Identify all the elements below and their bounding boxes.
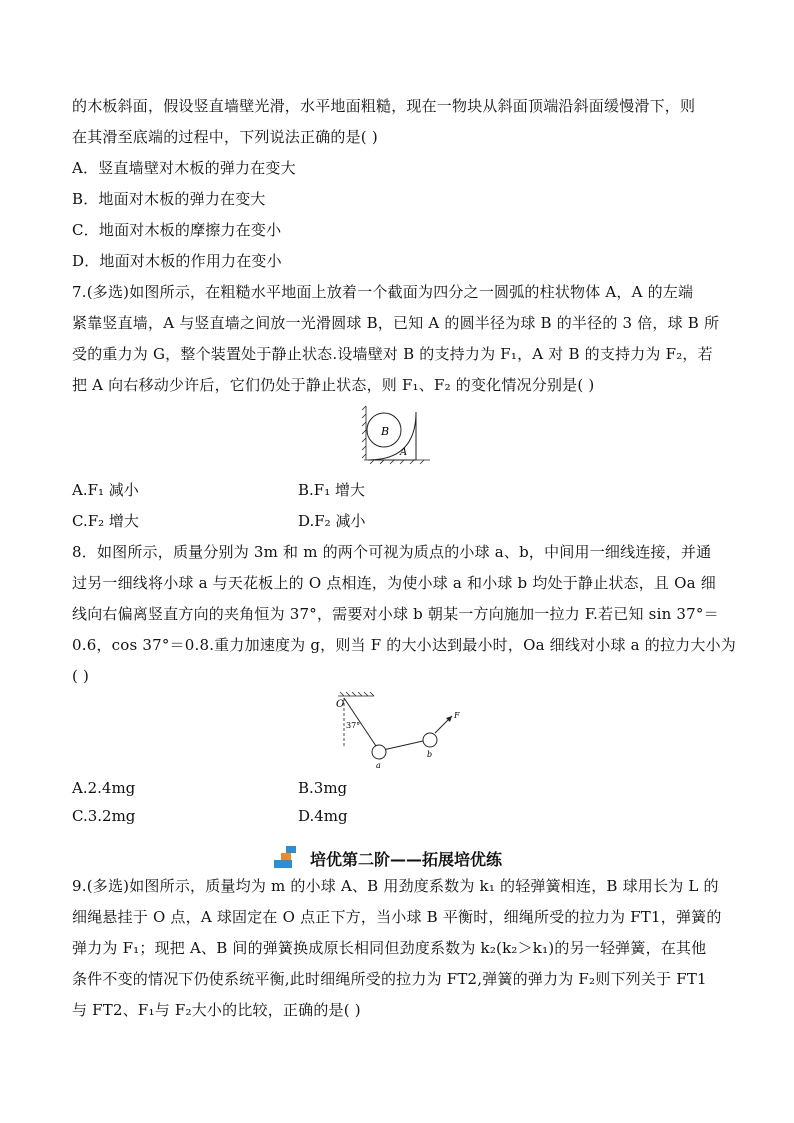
q8-figure-label-angle: 37°	[346, 721, 361, 730]
q7-stem-line-4: 把 A 向右移动少许后，它们仍处于静止状态，则 F₁、F₂ 的变化情况分别是( )	[72, 376, 595, 394]
q7-stem-line-3: 受的重力为 G，整个装置处于静止状态.设墙壁对 B 的支持力为 F₁，A 对 B 的支持力为 F₂，若	[72, 345, 713, 363]
q9-stem-line-2: 细绳悬挂于 O 点，A 球固定在 O 点正下方，当小球 B 平衡时，细绳所受的拉力为 FT1，弹簧的	[72, 908, 722, 926]
q7-option-b[interactable]: B.F₁ 增大	[298, 481, 365, 499]
q8-option-d[interactable]: D.4mg	[298, 807, 348, 825]
q7-figure-wall-ball-block	[360, 404, 434, 466]
q6-stem-line-2: 在其滑至底端的过程中，下列说法正确的是( )	[72, 128, 378, 146]
q7-option-c[interactable]: C.F₂ 增大	[72, 512, 139, 530]
q8-figure-label-b: b	[427, 750, 433, 759]
section-banner	[274, 846, 534, 870]
q8-figure-label-a: a	[376, 761, 381, 770]
q7-stem-line-2: 紧靠竖直墙，A 与竖直墙之间放一光滑圆球 B，已知 A 的圆半径为球 B 的半径的 3 倍，球 B 所	[72, 314, 720, 332]
q8-figure-label-o: O	[336, 699, 345, 710]
q8-figure-balls-strings	[330, 690, 470, 770]
q8-option-b[interactable]: B.3mg	[298, 779, 348, 797]
q8-stem-line-4: 0.6，cos 37°＝0.8.重力加速度为 g，则当 F 的大小达到最小时，Oa 细线对小球 a 的拉力大小为	[72, 636, 736, 654]
q9-stem-line-1: 9.(多选)如图所示，质量均为 m 的小球 A、B 用劲度系数为 k₁ 的轻弹簧相连，B 球用长为 L 的	[72, 877, 719, 895]
q9-stem-line-5: 与 FT2、F₁与 F₂大小的比较，正确的是( )	[72, 1001, 361, 1019]
section-title: 培优第二阶——拓展培优练	[310, 850, 503, 869]
q7-stem-line-1: 7.(多选)如图所示，在粗糙水平地面上放着一个截面为四分之一圆弧的柱状物体 A，A 的左端	[72, 283, 694, 301]
section-banner-icon	[274, 846, 304, 870]
q8-option-c[interactable]: C.3.2mg	[72, 807, 136, 825]
q8-option-a[interactable]: A.2.4mg	[72, 779, 136, 797]
q7-figure-label-a: A	[400, 447, 408, 458]
q7-option-a[interactable]: A.F₁ 减小	[72, 481, 139, 499]
q7-option-d[interactable]: D.F₂ 减小	[298, 512, 366, 530]
q8-stem-line-5: ( )	[72, 667, 90, 685]
q6-option-b[interactable]: B．地面对木板的弹力在变大	[72, 190, 266, 208]
q8-stem-line-3: 线向右偏离竖直方向的夹角恒为 37°，需要对小球 b 朝某一方向施加一拉力 F.若已知 sin 37°＝	[72, 605, 719, 623]
q6-option-a[interactable]: A．竖直墙壁对木板的弹力在变大	[72, 159, 296, 177]
q8-stem-line-1: 8．如图所示，质量分别为 3m 和 m 的两个可视为质点的小球 a、b，中间用一细线连接，并通	[72, 543, 712, 561]
q9-stem-line-3: 弹力为 F₁；现把 A、B 间的弹簧换成原长相同但劲度系数为 k₂(k₂＞k₁)的另一轻弹簧，在其他	[72, 939, 707, 957]
q6-stem-line-1: 的木板斜面，假设竖直墙壁光滑，水平地面粗糙，现在一物块从斜面顶端沿斜面缓慢滑下，则	[72, 97, 696, 115]
q9-stem-line-4: 条件不变的情况下仍使系统平衡,此时细绳所受的拉力为 FT2,弹簧的弹力为 F₂则下列关于 FT1	[72, 970, 707, 988]
q8-figure-label-f: F	[454, 711, 460, 720]
q8-stem-line-2: 过另一细线将小球 a 与天花板上的 O 点相连，为使小球 a 和小球 b 均处于静止状态，且 Oa 细	[72, 574, 716, 592]
q7-figure-label-b: B	[381, 425, 390, 438]
q6-option-c[interactable]: C．地面对木板的摩擦力在变小	[72, 221, 282, 239]
q6-option-d[interactable]: D．地面对木板的作用力在变小	[72, 252, 282, 270]
